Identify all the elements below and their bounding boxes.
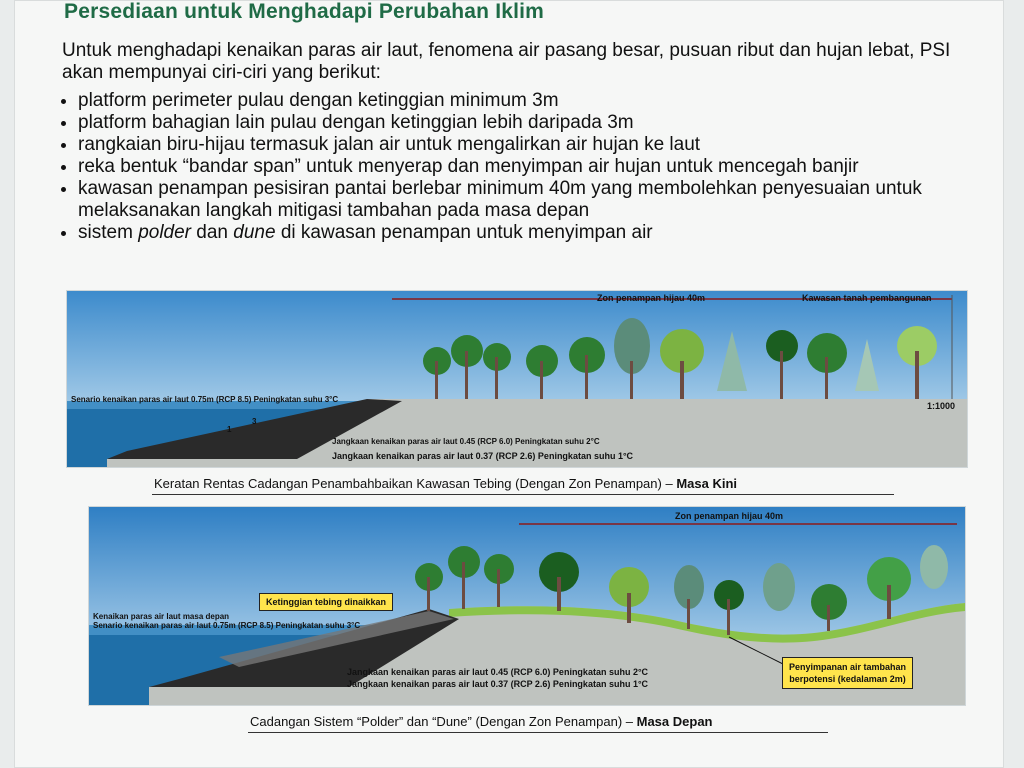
dune-term: dune [233,222,276,243]
scenario-label: Senario kenaikan paras air laut 0.75m (RCP 8.5) Peningkatan suhu 3°C [93,621,361,630]
range-label-rcp6: Jangkaan kenaikan paras air laut 0.45 (RCP 6.0) Peningkatan suhu 2°C [332,437,600,446]
list-item-text: sistem [78,222,139,243]
list-item [78,222,978,244]
scale-label: 1:1000 [927,401,956,411]
caption-future-underline [248,732,828,733]
list-item: • reka bentuk “bandar span” untuk menyerap dan menyimpan air hujan untuk mencegah banjir [78,156,978,178]
caption-future-bold: Masa Depan [636,714,713,729]
list-item-text: di kawasan penampan untuk menyimpan air [275,222,653,243]
caption-present-underline [152,494,894,495]
list-item: • rangkaian biru-hijau termasuk jalan air untuk mengalirkan air hujan ke laut [78,134,978,156]
caption-future-text: Cadangan Sistem “Polder” dan “Dune” (Dengan Zon Penampan) – [250,714,633,729]
slope-ratio-1: 1 [227,425,232,434]
list-item-text: dan [191,222,234,243]
caption-present-text: Keratan Rentas Cadangan Penambahbaikan Kawasan Tebing (Dengan Zon Penampan) – [154,476,673,491]
caption-present [154,476,737,491]
range-label-rcp26: Jangkaan kenaikan paras air laut 0.37 (RCP 2.6) Peningkatan suhu 1°C [332,451,634,461]
scenario-label: Senario kenaikan paras air laut 0.75m (RCP 8.5) Peningkatan suhu 3°C [71,395,339,404]
range-label-rcp6: Jangkaan kenaikan paras air laut 0.45 (RCP 6.0) Peningkatan suhu 2°C [347,667,649,677]
range-label-rcp26: Jangkaan kenaikan paras air laut 0.37 (RCP 2.6) Peningkatan suhu 1°C [347,679,649,689]
page-title: Persediaan untuk Menghadapi Perubahan Iklim [64,0,545,23]
future-level-label: Kenaikan paras air laut masa depan [93,612,230,621]
caption-future [250,714,713,729]
polder-term: polder [138,222,192,243]
list-item: • platform perimeter pulau dengan ketinggian minimum 3m [78,90,978,112]
zone-buffer-label: Zon penampan hijau 40m [675,511,784,521]
caption-present-bold: Masa Kini [676,476,737,491]
storage-callout-line2: berpotensi (kedalaman 2m) [789,674,906,684]
list-item: • platform bahagian lain pulau dengan ketinggian lebih daripada 3m [78,112,978,134]
storage-callout [782,657,913,689]
list-item: • kawasan penampan pesisiran pantai berlebar minimum 40m yang membolehkan penyesuaian untuk melaksanakan langkah mitigasi tambahan pada masa depan [78,178,978,222]
cross-section-present [66,290,968,468]
slope-ratio-3: 3 [252,417,257,426]
development-land-label: Kawasan tanah pembangunan [802,293,932,303]
feature-list [62,90,978,244]
raised-bank-callout: Ketinggian tebing dinaikkan [259,593,393,611]
cross-section-future [88,506,966,706]
zone-buffer-label: Zon penampan hijau 40m [597,293,706,303]
storage-callout-line1: Penyimpanan air tambahan [789,662,907,672]
intro-paragraph: Untuk menghadapi kenaikan paras air laut, fenomena air pasang besar, pusuan ribut dan hujan lebat, PSI akan mempunyai ciri-ciri yang berikut: [62,40,951,83]
